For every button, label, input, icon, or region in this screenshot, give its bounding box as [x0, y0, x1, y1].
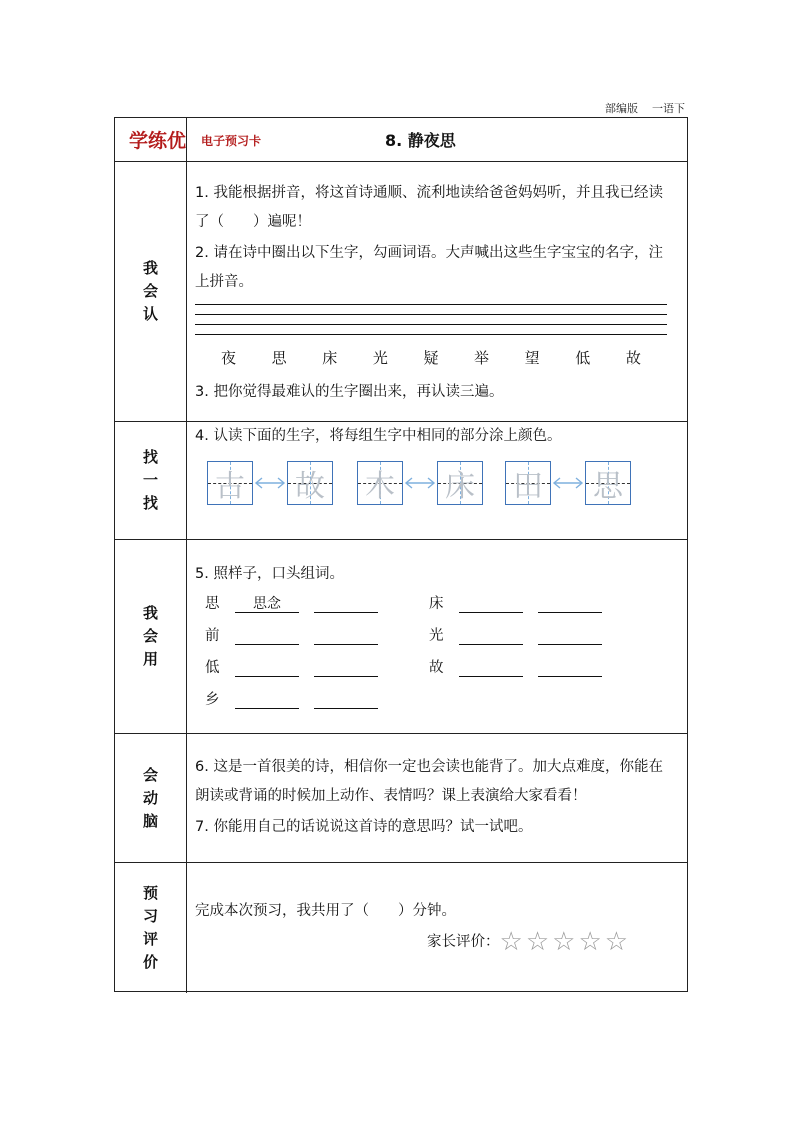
double-arrow-icon: [403, 476, 437, 490]
star-icon[interactable]: ☆: [525, 927, 550, 957]
character: 疑: [423, 349, 439, 367]
word-row: [205, 688, 378, 709]
question-7: 7. 你能用自己的话说说这首诗的意思吗？试一试吧。: [195, 819, 533, 835]
word-row: [205, 656, 378, 677]
star-icon[interactable]: ☆: [578, 927, 602, 957]
question-6: 6. 这是一首很美的诗，相信你一定也会读也能背了。加大点难度，你能在朗读或背诵的时候加上动作、表情吗？课上表演给大家看看！: [195, 759, 663, 804]
grid-character[interactable]: 故: [295, 469, 325, 504]
grid-character[interactable]: 思: [593, 469, 623, 504]
character: 望: [524, 349, 540, 367]
star-rating[interactable]: [500, 929, 629, 955]
word-blank[interactable]: [459, 596, 523, 613]
lesson-title: 8. 静夜思: [385, 131, 456, 150]
edition-label: 部编版: [605, 102, 638, 115]
question-4: 4. 认读下面的生字，将每组生字中相同的部分涂上颜色。: [195, 428, 562, 444]
grid-character[interactable]: 田: [513, 469, 543, 504]
section-label: 找 一 找: [142, 448, 158, 512]
section-label-cell: [115, 863, 187, 993]
word-character: 床: [429, 596, 444, 612]
word-row: [429, 592, 602, 613]
question-3: 3. 把你觉得最难认的生字圈出来，再认读三遍。: [195, 384, 504, 400]
section-content: [187, 863, 687, 993]
star-icon[interactable]: ☆: [499, 927, 523, 957]
character: 光: [372, 349, 388, 367]
character: 举: [474, 349, 490, 367]
new-characters: [221, 347, 641, 368]
section-content: [187, 540, 687, 733]
word-blank[interactable]: [459, 628, 523, 645]
section-use: [115, 540, 687, 734]
section-recognize: [115, 162, 687, 422]
word-character: 低: [205, 660, 220, 676]
section-label: 我 会 用: [142, 604, 158, 668]
section-label-cell: [115, 540, 187, 733]
time-spent: 完成本次预习，我共用了（ ）分钟。: [195, 903, 456, 919]
section-label: 会 动 脑: [142, 765, 158, 830]
word-character: 故: [429, 660, 444, 676]
question-2: 2. 请在诗中圈出以下生字，勾画词语。大声喊出这些生字宝宝的名字，注上拼音。: [195, 245, 663, 290]
character-grid: [505, 461, 551, 505]
word-blank[interactable]: [538, 660, 602, 677]
word-row: [205, 624, 378, 645]
grade-label: 一语下: [652, 102, 685, 115]
section-label-cell: [115, 422, 187, 539]
double-arrow-icon: [253, 476, 287, 490]
section-content: [187, 734, 687, 862]
section-label-cell: [115, 162, 187, 421]
question-5: 5. 照样子，口头组词。: [195, 566, 344, 582]
section-evaluation: [115, 863, 687, 993]
star-icon[interactable]: ☆: [552, 927, 576, 957]
section-think: [115, 734, 687, 863]
word-blank[interactable]: [235, 660, 299, 677]
grid-character[interactable]: 木: [365, 469, 395, 504]
word-blank[interactable]: [314, 628, 378, 645]
question-1: 1. 我能根据拼音，将这首诗通顺、流利地读给爸爸妈妈听，并且我已经读了（ ）遍呢！: [195, 185, 663, 230]
pinyin-line: [195, 304, 667, 305]
brand-name: 学练优: [129, 130, 187, 152]
parent-evaluation-label: 家长评价：: [427, 934, 500, 950]
word-blank[interactable]: [314, 692, 378, 709]
word-character: 思: [205, 596, 220, 612]
word-row: [429, 624, 602, 645]
preview-card: [114, 117, 688, 992]
word-blank[interactable]: [459, 660, 523, 677]
grid-character[interactable]: 古: [215, 469, 245, 504]
double-arrow-icon: [551, 476, 585, 490]
word-row: [205, 592, 378, 613]
word-character: 光: [429, 628, 444, 644]
pinyin-line: [195, 324, 667, 325]
character: 床: [322, 349, 338, 367]
word-blank[interactable]: [538, 596, 602, 613]
character-grid: [357, 461, 403, 505]
character: 低: [575, 349, 591, 367]
word-blank[interactable]: [314, 596, 378, 613]
section-find: [115, 422, 687, 540]
grid-character[interactable]: 床: [445, 469, 475, 504]
word-blank[interactable]: [235, 692, 299, 709]
example-word[interactable]: 思念: [235, 596, 299, 613]
section-content: [187, 422, 687, 539]
word-blank[interactable]: [314, 660, 378, 677]
section-label: 我 会 认: [142, 259, 158, 323]
star-icon[interactable]: ☆: [604, 927, 629, 957]
edition-info: [591, 100, 685, 116]
title-row: [115, 118, 687, 162]
character-grid: [287, 461, 333, 505]
word-row: [429, 656, 602, 677]
character-grid: [585, 461, 631, 505]
section-label-cell: [115, 734, 187, 862]
word-blank[interactable]: [235, 628, 299, 645]
parent-evaluation: [427, 928, 628, 956]
pinyin-line: [195, 314, 667, 315]
pinyin-line: [195, 334, 667, 335]
word-blank[interactable]: [538, 628, 602, 645]
character-grid: [207, 461, 253, 505]
character-grid: [437, 461, 483, 505]
word-character: 前: [205, 628, 220, 644]
section-label: 预 习 评 价: [142, 884, 158, 971]
character: 思: [271, 349, 287, 367]
character: 故: [625, 349, 641, 367]
brand-subtitle: 电子预习卡: [201, 134, 262, 148]
character: 夜: [221, 349, 237, 367]
section-content: [187, 162, 687, 421]
word-character: 乡: [205, 692, 220, 708]
